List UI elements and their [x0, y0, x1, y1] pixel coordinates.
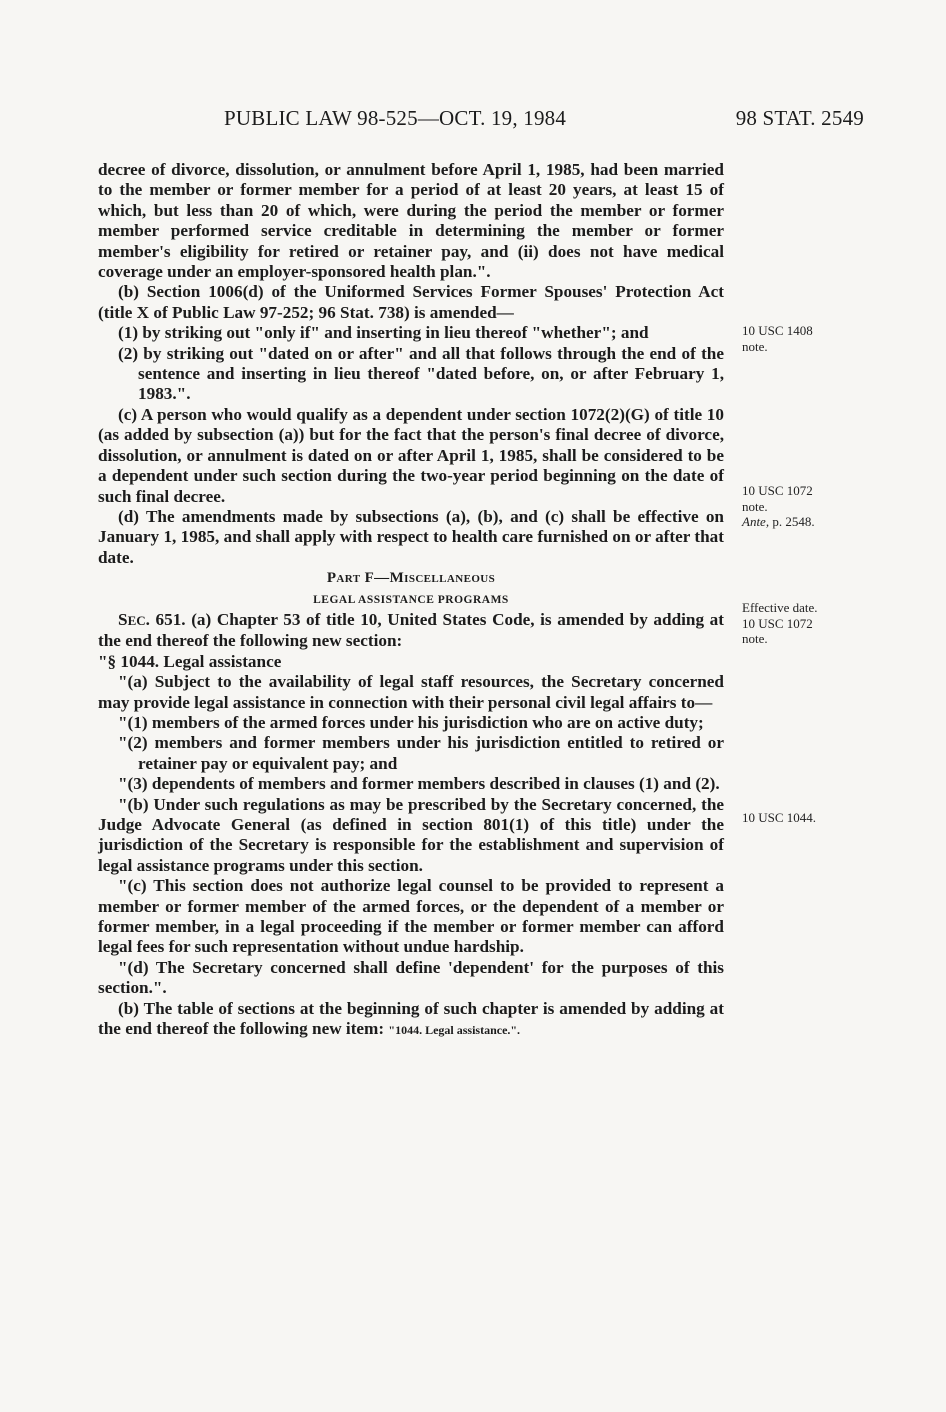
continuation-paragraph: decree of divorce, dissolution, or annulment before April 1, 1985, had been married to the member or former member for a period of at least 20 years, at least 15 of which, but less than 20 of which, were during the period the member or former member performed service creditable in determining the member or former member's eligibility for retired or retainer pay, and (ii) does not have medical coverage under an employer-sponsored health plan.".: [98, 160, 724, 282]
subsection-b: (b) Section 1006(d) of the Uniformed Services Former Spouses' Protection Act (title X of Public Law 97-252; 96 Stat. 738) is amended—: [98, 282, 724, 322]
section-1044-b: "(b) Under such regulations as may be prescribed by the Secretary concerned, the Judge Advocate General (as defined in section 801(1) of this title) under the jurisdiction of the Secretary is responsible for the establishment and supervision of legal assistance programs under this section.: [98, 794, 724, 875]
subsection-d: (d) The amendments made by subsections (a), (b), and (c) shall be effective on January 1, 1985, and shall apply with respect to health care furnished on or after that date.: [98, 506, 724, 567]
document-body: [98, 160, 724, 1040]
section-1044-a-2: "(2) members and former members under his jurisdiction entitled to retired or retainer pay or equivalent pay; and: [118, 733, 724, 773]
section-1044-c: "(c) This section does not authorize legal counsel to be provided to represent a member or former member of the armed forces, or the dependent of a member or former member, in a legal proceeding if the member or former member can afford legal fees for such representation without undue hardship.: [98, 876, 724, 957]
header-stat-page: 98 STAT. 2549: [735, 106, 864, 130]
margin-note-1072: 10 USC 1072 note. Ante, p. 2548.: [742, 483, 815, 529]
subsection-b-clause-1: (1) by striking out "only if" and inserting in lieu thereof "whether"; and: [118, 323, 649, 343]
section-heading-legal-assistance: LEGAL ASSISTANCE PROGRAMS: [313, 593, 509, 606]
subsection-b-clause-2: (2) by striking out "dated on or after" and all that follows through the end of the sentence and inserting in lieu thereof "dated before, on, or after February 1, 1983.".: [118, 343, 724, 404]
subsection-c: (c) A person who would qualify as a dependent under section 1072(2)(G) of title 10 (as added by subsection (a)) but for the fact that the person's final decree of divorce, dissolution, or annulment is dated on or after April 1, 1985, shall be considered to be a dependent under such section during the two-year period beginning on the date of such final decree.: [98, 404, 724, 506]
section-1044-title: "§ 1044. Legal assistance: [98, 651, 282, 671]
table-new-item: "1044. Legal assistance.".: [388, 1023, 521, 1038]
section-1044-a-1: "(1) members of the armed forces under his jurisdiction who are on active duty;: [118, 712, 704, 732]
part-heading: PART F—MISCELLANEOUS: [326, 570, 496, 587]
section-1044-a: "(a) Subject to the availability of legal staff resources, the Secretary concerned may provide legal assistance in connection with their personal civil legal affairs to—: [98, 672, 724, 712]
margin-note-1044: 10 USC 1044.: [742, 810, 817, 825]
section-651-intro: SEC. 651. (a) Chapter 53 of title 10, United States Code, is amended by adding at the end thereof the following new section:: [98, 609, 724, 651]
section-1044-a-3: "(3) dependents of members and former members described in clauses (1) and (2).: [118, 774, 720, 794]
header-law-citation: PUBLIC LAW 98-525—OCT. 19, 1984: [224, 106, 567, 130]
margin-note-effective-date: Effective date. 10 USC 1072 note.: [742, 600, 818, 646]
margin-note-1408: 10 USC 1408 note.: [742, 323, 813, 354]
table-amendment: (b) The table of sections at the beginning of such chapter is amended by adding at the end thereof the following new item: "1044. Legal assistance.".: [98, 998, 724, 1039]
section-1044-d: "(d) The Secretary concerned shall define 'dependent' for the purposes of this section.".: [98, 957, 724, 998]
